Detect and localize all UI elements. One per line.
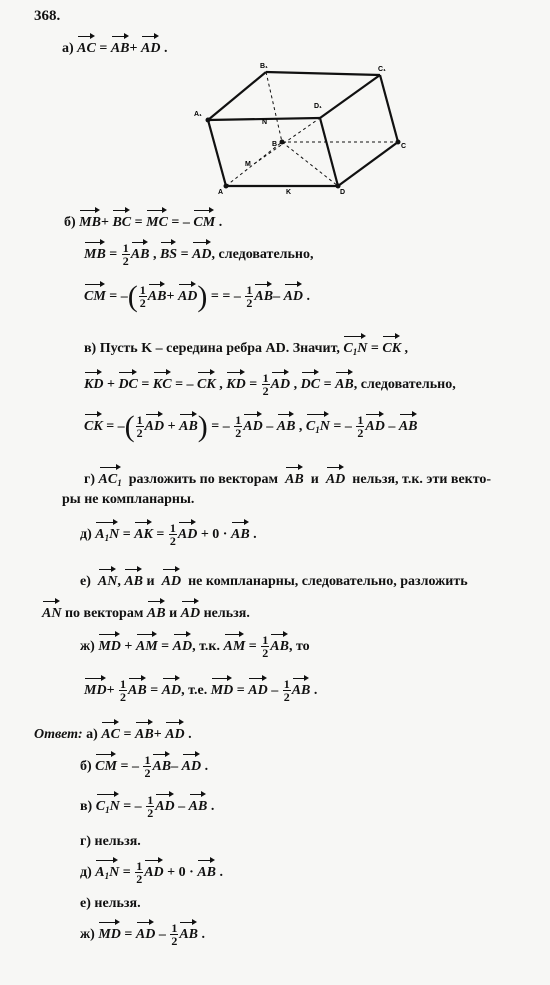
label-c1: C₁ bbox=[378, 66, 386, 73]
answer-v-label: в) bbox=[80, 799, 93, 814]
answer-e-text: нельзя. bbox=[94, 896, 141, 911]
label-d1: D₁ bbox=[314, 103, 322, 110]
answer-a-label: а) bbox=[86, 727, 98, 742]
part-e-text1: не компланарны, следовательно, разложить bbox=[188, 574, 468, 589]
part-v-line1: в) Пусть K – середина ребра AD. Значит, $C_1N$ = CK , bbox=[84, 332, 408, 357]
answer-zh-label: ж) bbox=[80, 927, 95, 942]
part-e-line2: AN по векторам AB и AD нельзя. bbox=[42, 597, 250, 622]
label-b1: B₁ bbox=[260, 63, 268, 70]
part-e-text3: нельзя. bbox=[203, 606, 250, 621]
answer-line-g bbox=[80, 834, 141, 850]
part-zh-tk: , т.к. bbox=[192, 639, 220, 654]
part-b-line3: CM = –( $\frac{1}{2}$ AB+ AD) = = – $\frac{1}{2}$ AB– AD . bbox=[84, 279, 311, 313]
part-zh-line1: ж) MD + AM = AD, т.к. AM = $\frac{1}{2}$ AB, то bbox=[80, 630, 310, 660]
label-b: B bbox=[272, 141, 278, 148]
label-a: A bbox=[218, 189, 224, 196]
part-v-text2: , следовательно, bbox=[353, 377, 456, 392]
answer-line-zh: ж) MD = AD – $\frac{1}{2}$ AB . bbox=[80, 918, 205, 948]
answer-line-e bbox=[80, 896, 141, 912]
answer-line-b: б) CM = – $\frac{1}{2}$ AB– AD . bbox=[80, 750, 208, 780]
part-b-text1: , следовательно, bbox=[211, 247, 314, 262]
answer-d-label: д) bbox=[80, 865, 92, 880]
part-zh-to: , то bbox=[288, 639, 310, 654]
label-d: D bbox=[340, 189, 346, 196]
part-zh-label: ж) bbox=[80, 639, 95, 654]
label-k: K bbox=[286, 189, 292, 196]
part-e-label: е) bbox=[80, 574, 91, 589]
part-e-and: и bbox=[146, 574, 155, 589]
answer-line-a: Ответ: а) AC = AB+ AD . bbox=[34, 718, 192, 743]
part-g-line1: г) $AC_1$ разложить по векторам AB и AD нельзя, т.к. эти векто- bbox=[84, 463, 491, 488]
part-a-label: а) bbox=[62, 41, 74, 56]
label-c: C bbox=[401, 143, 407, 150]
part-g-text2: нельзя, т.к. эти векто- bbox=[352, 472, 492, 487]
answer-g-text: нельзя. bbox=[94, 834, 141, 849]
answer-line-v: в) $C_1N$ = – $\frac{1}{2}$ AD – AB . bbox=[80, 790, 214, 820]
part-g-label: г) bbox=[84, 472, 96, 487]
part-g-line2: ры не компланарны. bbox=[62, 492, 195, 507]
part-d-line: д) $A_1N$ = AK = $\frac{1}{2}$ AD + 0 · AB . bbox=[80, 518, 257, 548]
label-m: M bbox=[245, 161, 251, 168]
part-v-label: в) bbox=[84, 341, 97, 356]
parallelepiped-figure bbox=[190, 60, 420, 200]
problem-number: 368. bbox=[34, 8, 61, 24]
part-g-and: и bbox=[310, 472, 319, 487]
part-b-line1: б) MB+ BC = MC = – CM . bbox=[64, 206, 222, 231]
part-d-label: д) bbox=[80, 527, 92, 542]
part-v-text1: Пусть K – середина ребра AD. Значит, bbox=[99, 341, 340, 356]
part-e-text2: по векторам bbox=[64, 606, 144, 621]
part-v-line2: KD + DC = KC = – CK , KD = $\frac{1}{2}$ AD , DC = AB, следовательно, bbox=[84, 368, 456, 398]
answer-label: Ответ: bbox=[34, 727, 83, 742]
answer-line-d: д) $A_1N$ = $\frac{1}{2}$ AD + 0 · AB . bbox=[80, 856, 223, 886]
label-a1: A₁ bbox=[194, 111, 202, 118]
part-e-line1: е) AN, AB и AD не компланарны, следовательно, разложить bbox=[80, 565, 468, 590]
answer-g-label: г) bbox=[80, 834, 92, 849]
part-v-line3: CK = –( $\frac{1}{2}$ AD + AB) = – $\frac{1}{2}$ AD – AB , $C_1N$ = – $\frac{1}{2}$ AD – AB bbox=[84, 409, 418, 443]
answer-e-label: е) bbox=[80, 896, 91, 911]
part-b-label: б) bbox=[64, 215, 76, 230]
label-n: N bbox=[262, 119, 268, 126]
part-zh-te: , т.е. bbox=[181, 683, 208, 698]
part-a-line: а) AC = AB+ AD . bbox=[62, 32, 167, 57]
answer-b-label: б) bbox=[80, 759, 92, 774]
part-g-text1: разложить по векторам bbox=[128, 472, 279, 487]
part-b-line2: MB = $\frac{1}{2}$ AB , BS = AD, следовательно, bbox=[84, 238, 313, 268]
part-zh-line2: MD+ $\frac{1}{2}$ AB = AD, т.е. MD = AD – $\frac{1}{2}$ AB . bbox=[84, 674, 317, 704]
